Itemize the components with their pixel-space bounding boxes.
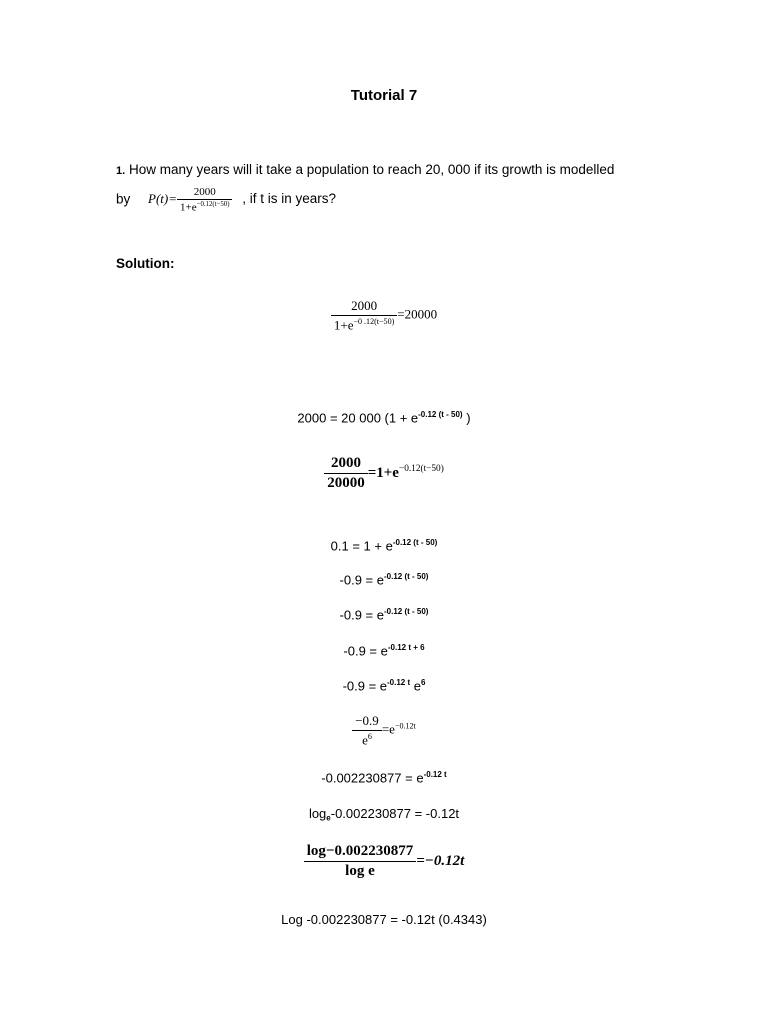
question-number: 1. (116, 165, 126, 177)
step-11-log: log (308, 806, 327, 821)
step-5-base: -0.9 = e (339, 572, 384, 588)
by-word: by (116, 191, 131, 207)
step-12-num: log−0.002230877 (304, 843, 416, 862)
pt-den-base: 1+e (180, 201, 197, 214)
step-8-exp: -0.12 t (387, 678, 411, 687)
step-8-base: -0.9 = e (342, 678, 388, 694)
pt-lhs: P(t)= (148, 191, 178, 207)
step-13: Log -0.002230877 = -0.12t (0.4343) (281, 912, 487, 927)
step-1-den-base: 1+e (333, 317, 354, 333)
step-11 (0, 806, 768, 822)
step-5 (0, 572, 768, 588)
step-8 (0, 678, 768, 694)
step-2-base: 2000 = 20 000 (1 + e (297, 410, 419, 426)
step-10-base: -0.002230877 = e (321, 770, 424, 786)
step-2 (0, 410, 768, 426)
step-11-rest: -0.002230877 = -0.12t (330, 806, 460, 821)
step-9-fraction (352, 713, 382, 748)
step-11-sub: e (326, 813, 331, 823)
step-5-exp: -0.12 (t - 50) (383, 572, 429, 581)
solution-label: Solution: (116, 256, 175, 271)
step-12-fraction (304, 843, 416, 880)
page-title: Tutorial 7 (350, 87, 418, 104)
step-3-rhs: =1+e (367, 464, 399, 481)
step-4 (0, 538, 768, 554)
step-1-num: 2000 (331, 298, 397, 316)
pt-den-exp: −0.12(t−50) (196, 201, 230, 208)
step-9 (0, 713, 768, 748)
step-1 (0, 298, 768, 333)
step-6-base: -0.9 = e (339, 607, 384, 623)
step-3-num: 2000 (324, 455, 368, 474)
step-2-end: ) (462, 410, 471, 426)
step-9-rhs: =e (381, 721, 395, 737)
pt-numerator: 2000 (177, 186, 232, 200)
step-7-exp: -0.12 t + 6 (387, 643, 425, 652)
step-9-rhs-exp: −0.12t (394, 721, 416, 731)
step-10-exp: -0.12 t (423, 770, 447, 779)
step-10 (0, 770, 768, 786)
step-12-den: log e (345, 863, 375, 879)
step-3 (0, 455, 768, 492)
step-3-fraction (324, 455, 368, 492)
question-text: How many years will it take a population to reach 20, 000 if its growth is modelled (125, 162, 615, 177)
pt-fraction (177, 186, 232, 214)
step-9-num: −0.9 (352, 713, 382, 731)
step-8-exp2: 6 (420, 678, 426, 687)
step-9-den-exp: 6 (367, 732, 372, 741)
step-6 (0, 607, 768, 623)
question-suffix: , if t is in years? (242, 191, 337, 207)
step-12-rhs: =−0.12t (416, 852, 465, 869)
step-3-den: 20000 (327, 475, 365, 491)
step-7 (0, 643, 768, 659)
step-7-base: -0.9 = e (343, 643, 388, 659)
step-4-base: 0.1 = 1 + e (330, 538, 393, 554)
step-3-exp: −0.12(t−50) (398, 463, 444, 474)
question-line (116, 162, 614, 177)
step-2-exp: -0.12 (t - 50) (418, 410, 463, 419)
step-6-exp: -0.12 (t - 50) (383, 607, 429, 616)
step-1-den-exp: −0 .12(t−50) (353, 317, 395, 326)
step-4-exp: -0.12 (t - 50) (392, 538, 438, 547)
step-1-rhs: =20000 (397, 306, 438, 322)
step-9-den-base: e (362, 732, 368, 748)
question-formula-line (116, 186, 336, 214)
step-12 (0, 843, 768, 880)
step-1-fraction (331, 298, 397, 333)
step-8-mid: e (410, 678, 421, 694)
